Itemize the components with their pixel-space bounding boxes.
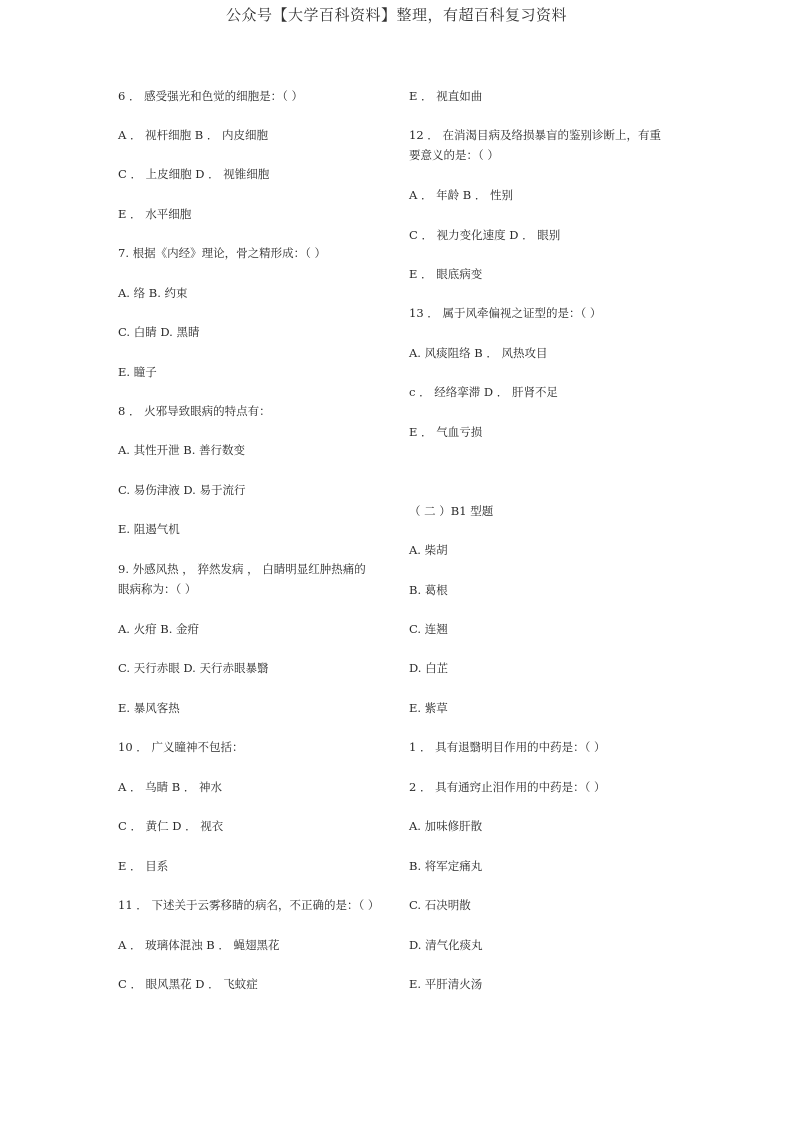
q12-options-ab: A ． 年龄 B ． 性别 <box>409 188 514 202</box>
q6-option-e: E ． 水平细胞 <box>118 207 192 221</box>
q7-option-e: E. 瞳子 <box>118 365 157 379</box>
q10-option-e: E ． 目系 <box>118 859 169 873</box>
question-9-line2: 眼病称为：（ ） <box>118 582 197 596</box>
q8-options-cd: C. 易伤津液 D. 易于流行 <box>118 483 246 497</box>
section-b1-heading: （ 二 ）B1 型题 <box>409 504 494 518</box>
q13-option-e: E ． 气血亏损 <box>409 425 483 439</box>
page-header: 公众号【大学百科资料】整理，有超百科复习资料 <box>225 6 567 24</box>
b1-group1-option-b: B. 葛根 <box>409 583 448 597</box>
q7-options-cd: C. 白睛 D. 黑睛 <box>118 325 200 339</box>
b1-group2-option-e: E. 平肝清火汤 <box>409 977 483 991</box>
q11-option-e: E ． 视直如曲 <box>409 89 483 103</box>
q7-options-ab: A. 络 B. 约束 <box>118 286 188 300</box>
q11-options-ab: A ． 玻璃体混浊 B ． 蝇翅黑花 <box>118 938 280 952</box>
q12-options-cd: C ． 视力变化速度 D ． 眼别 <box>409 228 561 242</box>
question-9-line1: 9. 外感风热 ， 猝然发病 ， 白睛明显红肿热痛的 <box>118 562 366 576</box>
q9-options-cd: C. 天行赤眼 D. 天行赤眼暴翳 <box>118 661 269 675</box>
q6-options-ab: A ． 视杆细胞 B ． 内皮细胞 <box>118 128 269 142</box>
b1-group2-option-c: C. 石决明散 <box>409 898 471 912</box>
b1-question-2: 2 ． 具有通窍止泪作用的中药是：（ ） <box>409 780 606 794</box>
b1-group1-option-e: E. 紫草 <box>409 701 448 715</box>
q13-options-ab: A. 风痰阻络 B ． 风热攻目 <box>409 346 548 360</box>
question-10: 10 ． 广义瞳神不包括： <box>118 740 244 754</box>
q10-options-cd: C ． 黄仁 D ． 视衣 <box>118 819 224 833</box>
question-8: 8 ． 火邪导致眼病的特点有： <box>118 404 271 418</box>
b1-group2-option-d: D. 清气化痰丸 <box>409 938 483 952</box>
q10-options-ab: A ． 乌睛 B ． 神水 <box>118 780 223 794</box>
b1-group1-option-c: C. 连翘 <box>409 622 448 636</box>
q9-options-ab: A. 火疳 B. 金疳 <box>118 622 200 636</box>
b1-group1-option-d: D. 白芷 <box>409 661 449 675</box>
b1-question-1: 1 ． 具有退翳明目作用的中药是：（ ） <box>409 740 606 754</box>
q8-option-e: E. 阻遏气机 <box>118 522 180 536</box>
question-7: 7. 根据《内经》理论，骨之精形成：（ ） <box>118 246 327 260</box>
q11-options-cd: C ． 眼风黑花 D ． 飞蚊症 <box>118 977 258 991</box>
q6-options-cd: C ． 上皮细胞 D ． 视锥细胞 <box>118 167 270 181</box>
question-11: 11 ． 下述关于云雾移睛的病名，不正确的是：（ ） <box>118 898 380 912</box>
question-12-line2: 要意义的是：（ ） <box>409 148 499 162</box>
question-12-line1: 12 ． 在消渴目病及络损暴盲的鉴别诊断上，有重 <box>409 128 661 142</box>
question-6: 6 ． 感受强光和色觉的细胞是：（ ） <box>118 89 304 103</box>
q8-options-ab: A. 其性开泄 B. 善行数变 <box>118 443 246 457</box>
q12-option-e: E ． 眼底病变 <box>409 267 483 281</box>
b1-group2-option-a: A. 加味修肝散 <box>409 819 483 833</box>
q13-options-cd: c ． 经络挛滞 D ． 肝肾不足 <box>409 385 558 399</box>
b1-group1-option-a: A. 柴胡 <box>409 543 448 557</box>
question-13: 13 ． 属于风牵偏视之证型的是：（ ） <box>409 306 602 320</box>
q9-option-e: E. 暴风客热 <box>118 701 180 715</box>
b1-group2-option-b: B. 将军定痛丸 <box>409 859 483 873</box>
